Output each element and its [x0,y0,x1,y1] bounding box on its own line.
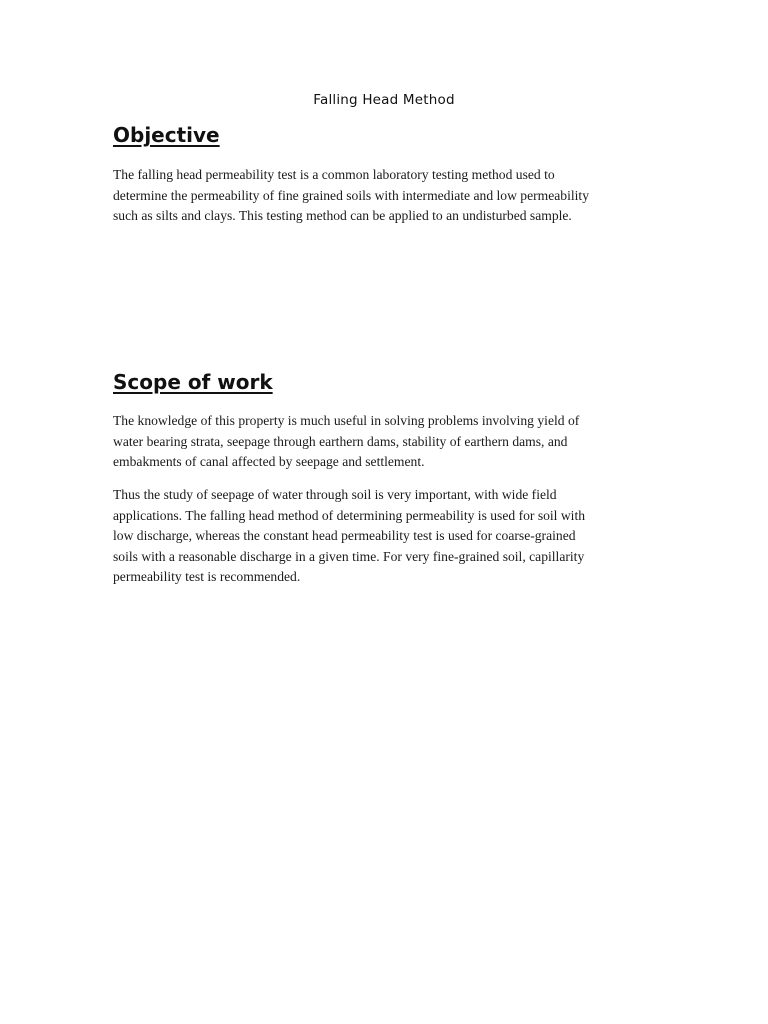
paragraph-line: applications. The falling head method of determining permeability is used for soil with [113,507,586,523]
paragraph-line: The knowledge of this property is much useful in solving problems involving yield of [113,413,580,428]
paragraph-line: The falling head permeability test is a common laboratory testing method used to [113,167,555,182]
scope-paragraph-1 [113,411,653,473]
section-heading-scope-of-work: Scope of work [113,370,273,394]
section-heading-objective: Objective [113,123,220,147]
document-title: Falling Head Method [313,92,455,108]
paragraph-line: permeability test is recommended. [113,569,301,584]
paragraph-line: such as silts and clays. This testing method can be applied to an undisturbed sample. [113,208,572,223]
paragraph-line: water bearing strata, seepage through earthern dams, stability of earthern dams, and [113,433,568,449]
paragraph-line: embakments of canal affected by seepage and settlement. [113,454,425,469]
objective-paragraph [113,165,653,227]
paragraph-line: low discharge, whereas the constant head permeability test is used for coarse-grained [113,528,576,543]
paragraph-line: determine the permeability of fine grained soils with intermediate and low permeability [113,187,590,203]
scope-paragraph-2 [113,485,653,588]
paragraph-line: soils with a reasonable discharge in a given time. For very fine-grained soil, capillarity [113,548,585,564]
paragraph-line: Thus the study of seepage of water through soil is very important, with wide field [113,487,557,502]
